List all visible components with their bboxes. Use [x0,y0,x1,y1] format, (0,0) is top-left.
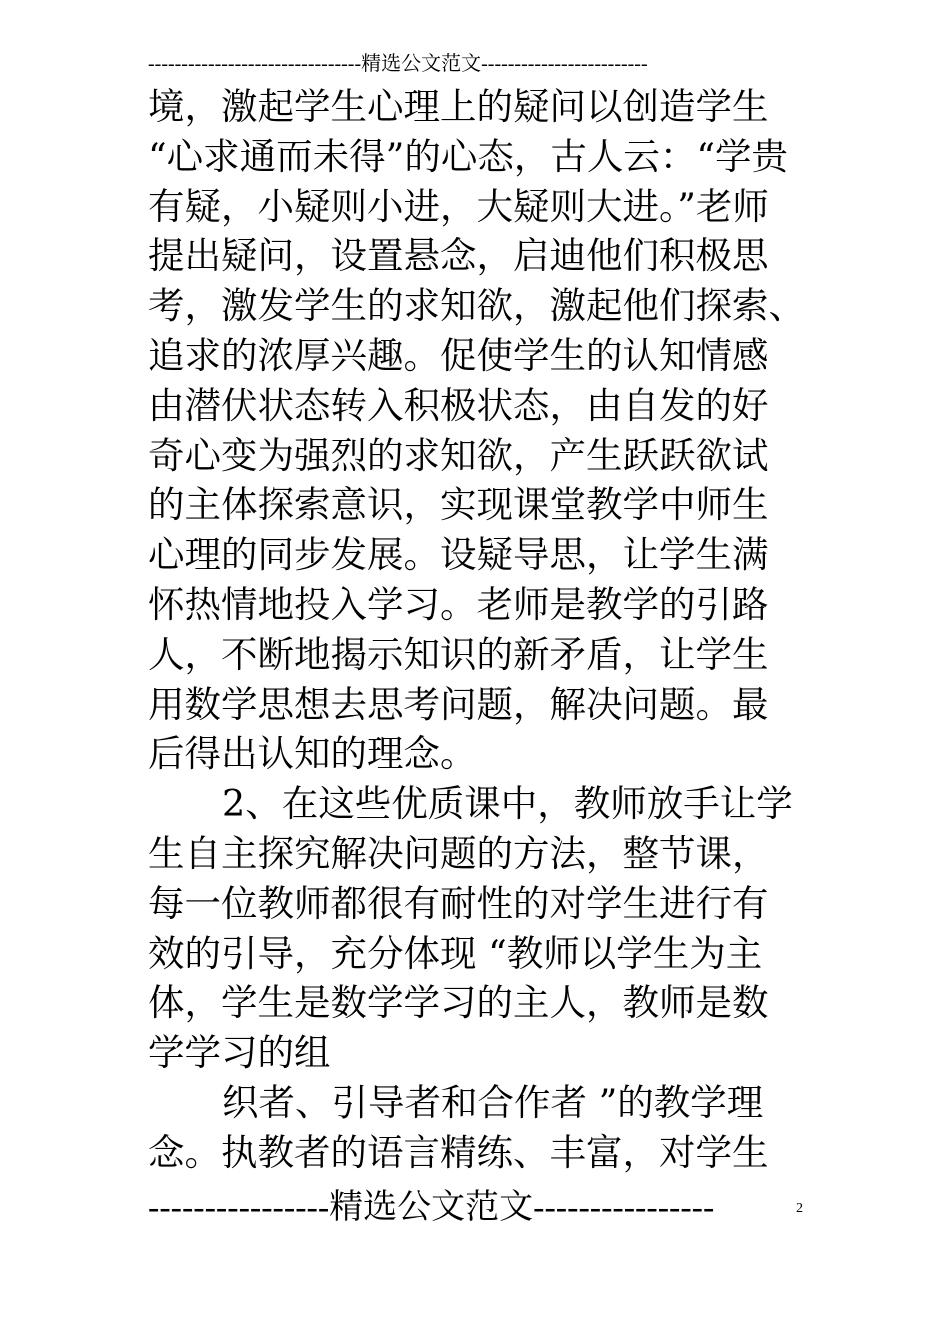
body-line: 人，不断地揭示知识的新矛盾，让学生 [148,632,769,676]
page-header: --------------------------------精选公文范文------------------------- [148,53,648,75]
body-line: 生自主探究解决问题的方法，整节课， [148,831,769,875]
body-line: 每一位教师都很有耐性的对学生进行有 [148,881,769,925]
body-line: 由潜伏状态转入积极状态，由自发的好 [148,383,769,427]
body-line: 心理的同步发展。设疑导思，让学生满 [148,533,769,577]
body-line: 有疑，小疑则小进，大疑则大进。”老师 [148,184,769,228]
body-line: 后得出认知的理念。 [148,732,477,776]
body-line: 考，激发学生的求知欲，激起他们探索、 [148,284,805,328]
page-footer: ----------------精选公文范文---------------- [148,1189,715,1226]
body-line: “心求通而未得”的心态，古人云：“学贵 [148,134,788,178]
paragraph-start-line: 2、在这些优质课中，教师放手让学 [222,782,793,826]
body-line: 效的引导，充分体现 “教师以学生为主 [148,931,763,975]
body-line: 提出疑问，设置悬念，启迪他们积极思 [148,234,769,278]
body-line: 境，激起学生心理上的疑问以创造学生 [148,85,769,128]
body-line: 念。执教者的语言精练、丰富，对学生 [148,1130,769,1174]
document-body [148,82,828,1178]
body-line: 追求的浓厚兴趣。促使学生的认知情感 [148,333,769,377]
body-line: 用数学思想去思考问题，解决问题。最 [148,682,769,726]
body-line: 奇心变为强烈的求知欲，产生跃跃欲试 [148,433,769,477]
body-line: 怀热情地投入学习。老师是教学的引路 [148,582,769,626]
paragraph-start-line: 织者、引导者和合作者 ”的教学理 [222,1080,764,1124]
body-line: 体，学生是数学学习的主人，教师是数 [148,981,769,1025]
page-number: 2 [796,1201,803,1216]
body-line: 的主体探索意识，实现课堂教学中师生 [148,483,769,527]
body-line: 学学习的组 [148,1031,331,1075]
